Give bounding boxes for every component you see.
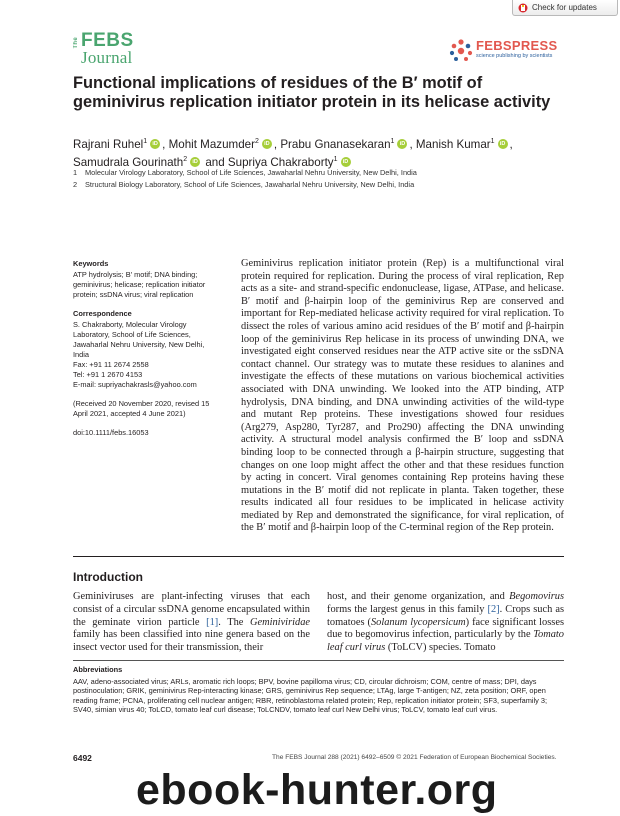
orcid-icon[interactable] [498, 139, 508, 149]
section-divider [73, 556, 564, 557]
article-metadata-column [73, 259, 223, 447]
author-4[interactable]: Manish Kumar$^1$iD [416, 138, 510, 151]
reference-link[interactable]: [1] [206, 616, 219, 628]
correspondence-block [73, 309, 223, 390]
watermark-text: ebook-hunter.org [136, 766, 498, 814]
crossmark-icon [518, 3, 528, 13]
orcid-icon[interactable] [190, 157, 200, 167]
doi-link[interactable]: doi:10.1111/febs.16053 [73, 428, 149, 437]
introduction-column-right [327, 591, 564, 655]
abstract [241, 258, 564, 535]
abbreviations-text: AAV, adeno-associated virus; ARLs, aromatic rich loops; BPV, bovine papilloma virus; CD, circular dichroism; COM, centre of mass; DPI, days postinoculation; GRIK, geminivirus Rep-interacting kinase; GRS, geminivirus Rep sequence; LTAg, large T-antigen; NZ, zeta position; ORF, open reading frame; PCNA, proliferating cell nuclear antigen; RBR, retinoblastoma related protein; Rep, replication initiator protein; SF3, superfamily 3; SV40, simian virus 40; ToLCD, tomato leaf curl disease; ToLCNDV, tomato leaf curl New Delhi virus; ToLCV, tomato leaf curl virus. [73, 676, 548, 715]
reference-link[interactable]: [2] [487, 603, 500, 615]
febs-press-tagline: science publishing by scientists [476, 53, 553, 59]
author-1[interactable]: Rajrani Ruhel$^1$iD [73, 138, 162, 151]
orcid-icon[interactable] [341, 157, 351, 167]
abbreviations-block [73, 665, 564, 715]
keywords-block [73, 259, 223, 300]
received-dates: (Received 20 November 2020, revised 15 April 2021, accepted 4 June 2021) [73, 399, 210, 418]
footnote-divider [73, 660, 564, 661]
correspondence-line: Jawaharlal Nehru University, New Delhi, [73, 340, 205, 349]
correspondence-fax: Fax: +91 11 2674 2558 [73, 360, 149, 369]
logo-journal: Journal [81, 48, 133, 67]
logo-the: The [73, 37, 79, 49]
correspondence-email[interactable]: E-mail: supriyachakrasls@yahoo.com [73, 380, 197, 389]
febs-press-name: FEBSPRESS [476, 38, 558, 53]
correspondence-line: Laboratory, School of Life Sciences, [73, 330, 191, 339]
febs-press-logo [448, 37, 558, 65]
author-3[interactable]: Prabu Gnanasekaran$^1$iD [280, 138, 409, 151]
abstract-text: Geminivirus replication initiator protein (Rep) is a multifunctional viral protein required for replication. During the process of viral replication, Rep acts as a site- and strand-specific endonuclease, ligase, ATPase, and helicase. B′ motif and β-hairpin loop of the geminivirus Rep are conserved and important for Rep-mediated helicase activity required for viral replication. To dissect the roles of various amino acid residues of the B′ motif and β-hairpin loop of the geminivirus Rep helicase in its process of unwinding DNA, we investigated eight conserved residues near the ATP active site or the ssDNA contact channel. Our strategy was to mutate these residues to alanines and investigate the effects of these mutations on various biochemical activities associated with DNA unwinding. We looked into the ATP binding, ATP hydrolysis, DNA binding, and DNA unwinding activities of the wild-type and mutant Rep proteins. These investigations showed four residues (Arg279, Asp280, Tyr287, and Pro290) affecting the DNA unwinding activity. A structural model analysis confirmed the B′ loop and ssDNA binding loop to be connected through a β-hairpin structure, suggesting that changes on one loop might affect the other and that these residues function by acting in concert. Viral genomes containing Rep proteins having these mutations in the B′ motif did not replicate in planta. Taken together, these results indicated all four residues to be implicated in helicase activity mediated by Rep and demonstrated the significance, for viral replication, of the B′ motif and β-hairpin loop of the C-terminal region of the Rep protein. [241, 258, 564, 534]
check-for-updates-button[interactable] [512, 0, 618, 16]
introduction-heading: Introduction [73, 570, 143, 584]
affiliation-2: 2 Structural Biology Laboratory, School of Life Sciences, Jawaharlal Nehru University, New Delhi, India [73, 180, 415, 189]
correspondence-tel: Tel: +91 1 2670 4153 [73, 370, 143, 379]
author-2[interactable]: Mohit Mazumder$^2$iD [169, 138, 274, 151]
correspondence-line: India [73, 350, 90, 359]
logo-febs: FEBS [81, 30, 134, 51]
orcid-icon[interactable] [397, 139, 407, 149]
author-list: Rajrani Ruhel$^1$iD , Mohit Mazumder$^2$iD , Prabu Gnanasekaran$^1$iD , Manish Kumar$^1$iD , Samudrala Gourinath$^2$iD and Supriya Chakraborty$^1$iD [73, 134, 553, 171]
introduction-column-left [73, 591, 310, 655]
introduction-paragraph: host, and their genome organization, and Begomovirus forms the largest genus in this family [2]. Crops such as tomatoes (Solanum lycopersicum) face significant losses due to begomovirus infection, particularly by the Tomato leaf curl virus (ToLCV) species. Tomato [327, 591, 564, 654]
affiliation-1: 1 Molecular Virology Laboratory, School of Life Sciences, Jawaharlal Nehru University, New Delhi, India [73, 168, 417, 177]
introduction-paragraph: Geminiviruses are plant-infecting viruses that each consist of a circular ssDNA genome encapsulated within the geminate virion particle [1]. The Geminiviridae family has been classified into nine genera based on the insect vector used for their transmission, their [73, 591, 311, 654]
author-5[interactable]: Samudrala Gourinath$^2$iD [73, 156, 202, 169]
page-number: 6492 [73, 753, 92, 763]
correspondence-line: S. Chakraborty, Molecular Virology [73, 320, 187, 329]
febs-press-dots-icon [448, 38, 474, 64]
correspondence-heading: Correspondence [73, 309, 132, 318]
article-title: Functional implications of residues of the B′ motif of geminivirus replication initiator protein in its helicase activity [73, 74, 551, 111]
keywords-heading: Keywords [73, 259, 109, 268]
affiliations [73, 167, 573, 191]
keywords-text: ATP hydrolysis; B′ motif; DNA binding; geminivirus; helicase; replication initiator protein; ssDNA virus; viral replication [73, 270, 206, 299]
febs-journal-logo [73, 31, 153, 71]
orcid-icon[interactable] [262, 139, 272, 149]
author-6[interactable]: Supriya Chakraborty$^1$iD [228, 156, 353, 169]
orcid-icon[interactable] [150, 139, 160, 149]
footer-citation: The FEBS Journal 288 (2021) 6492–6509 © 2021 Federation of European Biochemical Societies. [272, 754, 557, 761]
check-for-updates-label: Check for updates [532, 3, 597, 12]
abbreviations-heading: Abbreviations [73, 665, 123, 674]
